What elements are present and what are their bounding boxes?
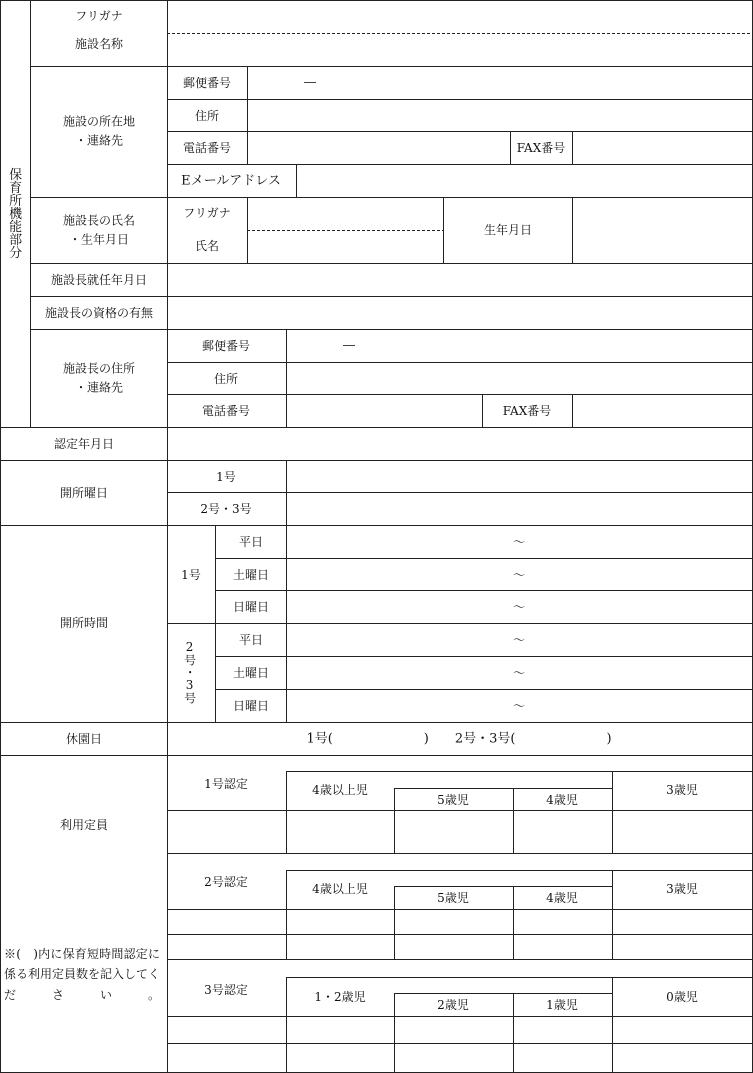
- opening-days-row1-label: 1号: [216, 470, 236, 484]
- hours-group1-label: 1号: [181, 568, 201, 582]
- cert1-age4-header: 4歳児: [546, 793, 578, 807]
- cert3-age0-header: 0歳児: [666, 990, 698, 1004]
- facility-email-input[interactable]: [297, 165, 752, 197]
- certification-date-label: 認定年月日: [53, 437, 115, 451]
- director-fax-input[interactable]: [573, 395, 752, 427]
- hours-g1-saturday-label: 土曜日: [232, 568, 270, 582]
- facility-furigana-label: フリガナ: [75, 9, 123, 23]
- facility-email-label: Eメールアドレス: [181, 173, 281, 189]
- certification-date-input[interactable]: [168, 428, 752, 460]
- cert1-age3-header: 3歳児: [666, 783, 698, 797]
- director-appointed-input[interactable]: [168, 264, 752, 296]
- facility-phone-label: 電話番号: [182, 141, 232, 155]
- facility-name-input[interactable]: [168, 34, 752, 66]
- cert3-capacity-input-row-short[interactable]: [168, 1044, 752, 1072]
- hours-g2-weekday-label: 平日: [238, 633, 264, 647]
- cert1-label: 1号認定: [204, 777, 248, 791]
- cert3-age12-header: 1・2歳児: [314, 990, 366, 1004]
- opening-hours-label: 開所時間: [59, 616, 109, 630]
- closed-days-label: 休園日: [65, 732, 103, 746]
- director-birthdate-label: 生年月日: [483, 223, 533, 237]
- director-address-input[interactable]: [287, 363, 752, 394]
- opening-days-row2-label: 2号・3号: [200, 502, 252, 516]
- hours-group2-label: 2号・3号: [182, 640, 197, 704]
- closed-days-value[interactable]: 1号( ) 2号・3号( ): [306, 731, 612, 747]
- cert2-capacity-input-row[interactable]: [168, 910, 752, 934]
- hours-g2-weekday-tilde[interactable]: ～: [512, 633, 526, 647]
- hours-g1-sunday-tilde[interactable]: ～: [512, 600, 526, 614]
- facility-address-input[interactable]: [248, 100, 752, 131]
- hours-g1-sunday-label: 日曜日: [232, 600, 270, 614]
- director-qualification-input[interactable]: [168, 297, 752, 329]
- director-fax-label: FAX番号: [502, 404, 552, 418]
- director-phone-label: 電話番号: [201, 404, 251, 418]
- facility-postal-dash: ―: [304, 75, 316, 89]
- hours-g1-weekday-label: 平日: [238, 535, 264, 549]
- director-address-label: 住所: [213, 372, 239, 386]
- director-furigana-label: フリガナ: [183, 206, 231, 220]
- director-postal-label: 郵便番号: [201, 339, 251, 353]
- director-birthdate-input[interactable]: [573, 198, 752, 263]
- cert1-age4plus-header: 4歳以上児: [312, 783, 368, 797]
- opening-days-label: 開所曜日: [59, 486, 109, 500]
- cert3-age1-header: 1歳児: [546, 998, 578, 1012]
- capacity-note: ※( )内に保育短時間認定に係る利用定員数を記入してください。: [4, 947, 161, 1002]
- cert2-label: 2号認定: [204, 875, 248, 889]
- hours-g2-saturday-tilde[interactable]: ～: [512, 666, 526, 680]
- director-postal-input[interactable]: [287, 330, 752, 362]
- hours-g2-sunday-label: 日曜日: [232, 699, 270, 713]
- director-appointed-label: 施設長就任年月日: [50, 273, 148, 287]
- facility-fax-label: FAX番号: [516, 141, 566, 155]
- facility-phone-input[interactable]: [248, 132, 510, 164]
- facility-postal-label: 郵便番号: [182, 76, 232, 90]
- cert3-age2-header: 2歳児: [437, 998, 469, 1012]
- director-address-contact-label: 施設長の住所 ・連絡先: [62, 361, 136, 394]
- cert2-age5-header: 5歳児: [437, 891, 469, 905]
- director-postal-dash: ―: [343, 338, 355, 352]
- facility-furigana-input[interactable]: [168, 1, 752, 33]
- capacity-label: 利用定員: [59, 818, 109, 832]
- director-name-label: 氏名: [194, 239, 220, 253]
- hours-g1-saturday-tilde[interactable]: ～: [512, 568, 526, 582]
- cert1-capacity-input-row[interactable]: [287, 811, 752, 853]
- facility-fax-input[interactable]: [573, 132, 752, 164]
- cert2-age4-header: 4歳児: [546, 891, 578, 905]
- facility-postal-input[interactable]: [248, 67, 752, 99]
- director-phone-input[interactable]: [287, 395, 482, 427]
- hours-g2-saturday-label: 土曜日: [232, 666, 270, 680]
- opening-days-row2-input[interactable]: [287, 493, 752, 525]
- director-name-input[interactable]: [248, 231, 443, 263]
- hours-g1-weekday-tilde[interactable]: ～: [512, 535, 526, 549]
- facility-location-label: 施設の所在地 ・連絡先: [62, 114, 136, 147]
- hours-g2-sunday-tilde[interactable]: ～: [512, 699, 526, 713]
- facility-part-label: 保育所機能部分: [6, 167, 22, 259]
- director-name-birth-label: 施設長の氏名 ・生年月日: [62, 213, 136, 246]
- facility-address-label: 住所: [194, 109, 220, 123]
- director-furigana-input[interactable]: [248, 198, 443, 230]
- cert2-age3-header: 3歳児: [666, 882, 698, 896]
- cert3-capacity-input-row[interactable]: [168, 1017, 752, 1043]
- opening-days-row1-input[interactable]: [287, 461, 752, 492]
- director-qualification-label: 施設長の資格の有無: [44, 306, 154, 320]
- facility-name-label: 施設名称: [74, 37, 124, 51]
- cert3-label: 3号認定: [204, 983, 248, 997]
- cert2-capacity-input-row-short[interactable]: [168, 935, 752, 959]
- cert2-age4plus-header: 4歳以上児: [312, 882, 368, 896]
- cert1-age5-header: 5歳児: [437, 793, 469, 807]
